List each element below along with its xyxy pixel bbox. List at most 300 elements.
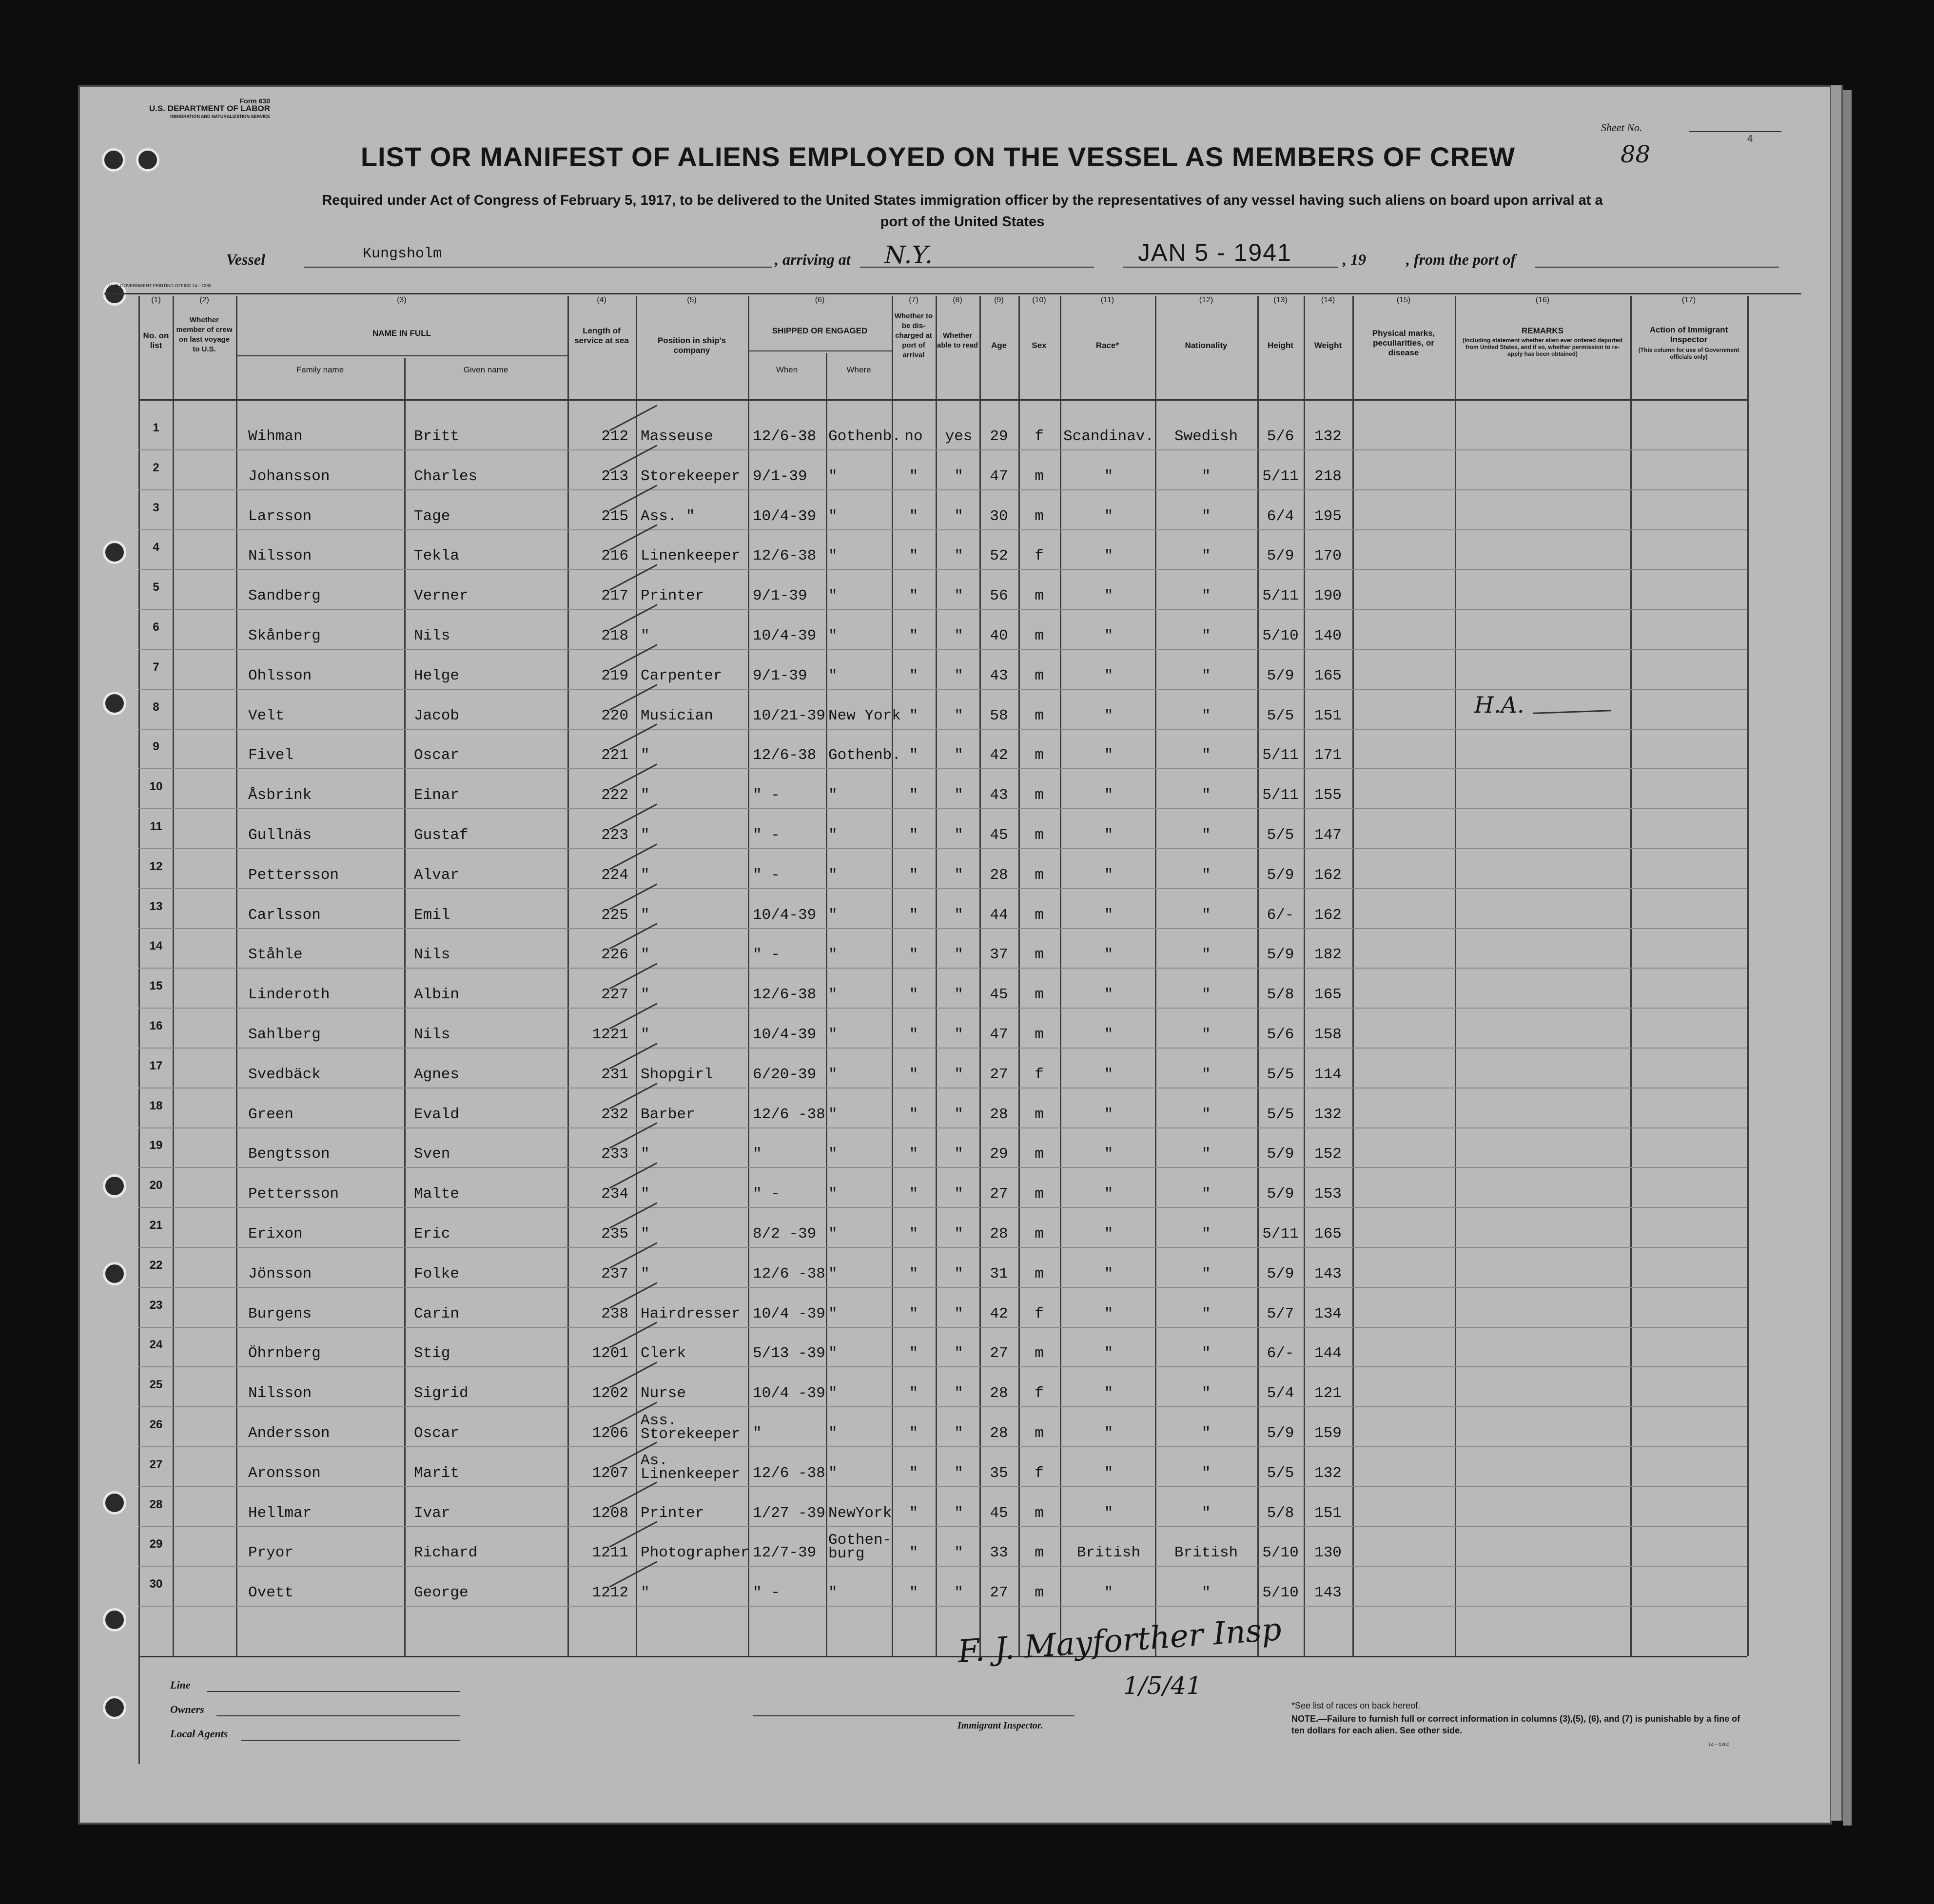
service-length: 1206: [592, 1425, 628, 1442]
given-name: Agnes: [414, 1066, 460, 1083]
col3-num: (3): [397, 296, 407, 304]
sex: f: [1035, 1066, 1044, 1083]
row-number: 12: [149, 859, 163, 873]
row-number: 16: [149, 1019, 163, 1032]
age: 33: [990, 1544, 1008, 1562]
weight: 162: [1314, 906, 1342, 924]
service-length: 222: [601, 787, 628, 804]
able-to-read: ": [954, 1066, 963, 1083]
race: ": [1104, 587, 1114, 605]
shipped-when: 12/6-38: [753, 428, 817, 445]
row-number: 18: [149, 1099, 163, 1112]
shipped-when: 10/4-39: [753, 627, 817, 644]
shipped-when: " -: [753, 946, 780, 964]
service-length: 238: [601, 1305, 628, 1322]
weight: 147: [1314, 827, 1342, 844]
shipped-when: " -: [753, 787, 780, 804]
race: ": [1104, 1146, 1114, 1163]
col-given-header: Given name: [463, 365, 508, 374]
given-name: Richard: [414, 1544, 478, 1562]
height: 5/5: [1267, 1106, 1294, 1123]
shipped-when: 5/13 -39: [753, 1345, 825, 1362]
discharged: ": [909, 866, 918, 884]
sex: f: [1035, 1464, 1044, 1482]
family-name: Pettersson: [248, 866, 339, 884]
given-name: Tage: [414, 507, 450, 525]
race: ": [1104, 986, 1114, 1004]
discharged: ": [909, 667, 918, 684]
discharged: ": [909, 1225, 918, 1243]
row-number: 27: [149, 1457, 163, 1471]
height: 5/11: [1262, 587, 1299, 605]
position: ": [641, 1584, 650, 1602]
position: Ass. Storekeeper: [641, 1412, 741, 1443]
able-to-read: ": [954, 1504, 963, 1522]
col-age-header: Age: [991, 341, 1007, 350]
col-remarks-note: (Including statement whether alien ever ordered deported from United States, and if so, whether permission to re-apply has been obtained): [1462, 337, 1623, 357]
shipped-when: " -: [753, 827, 780, 844]
nationality: ": [1201, 906, 1211, 924]
shipped-when: ": [753, 1146, 762, 1163]
position: ": [641, 627, 650, 644]
age: 42: [990, 747, 1008, 764]
family-name: Svedbäck: [248, 1066, 321, 1083]
row-number: 20: [149, 1179, 163, 1192]
sex: f: [1035, 547, 1044, 565]
family-name: Jönsson: [248, 1265, 312, 1282]
service-length: 1201: [592, 1345, 628, 1362]
row-number: 2: [153, 461, 159, 474]
age: 58: [990, 707, 1008, 724]
shipped-where: Gothenb.: [828, 747, 901, 764]
able-to-read: ": [954, 986, 963, 1004]
sex: m: [1035, 1544, 1044, 1562]
table-row: [80, 1089, 1830, 1129]
position: ": [641, 1185, 650, 1203]
shipped-where: ": [828, 787, 838, 804]
inspector-label: Immigrant Inspector.: [957, 1720, 1043, 1731]
service-length: 218: [601, 627, 628, 644]
nationality: ": [1201, 1026, 1211, 1043]
family-name: Ohlsson: [248, 667, 312, 684]
able-to-read: ": [954, 1385, 963, 1402]
shipped-when: 9/1-39: [753, 467, 807, 485]
able-to-read: ": [954, 946, 963, 964]
department: U.S. DEPARTMENT OF LABOR: [149, 104, 270, 113]
discharged: ": [909, 1544, 918, 1562]
race: ": [1104, 1385, 1114, 1402]
nationality: ": [1201, 1185, 1211, 1203]
nationality: ": [1201, 1504, 1211, 1522]
weight: 182: [1314, 946, 1342, 964]
col12-num: (12): [1199, 296, 1213, 304]
given-name: Oscar: [414, 1425, 460, 1442]
race: ": [1104, 627, 1114, 644]
races-note: *See list of races on back hereof.: [1291, 1701, 1421, 1710]
age: 44: [990, 906, 1008, 924]
nationality: ": [1201, 1225, 1211, 1243]
weight: 132: [1314, 1106, 1342, 1123]
col-service-header: Length of service at sea: [574, 326, 629, 345]
shipped-where: ": [828, 906, 838, 924]
position: ": [641, 787, 650, 804]
col-remarks-header: REMARKS: [1522, 326, 1563, 335]
nationality: ": [1201, 866, 1211, 884]
shipped-when: 12/6 -38: [753, 1106, 825, 1123]
family-name: Johansson: [248, 467, 330, 485]
race: ": [1104, 946, 1114, 964]
age: 56: [990, 587, 1008, 605]
shipped-when: 12/6-38: [753, 547, 817, 565]
height: 5/5: [1267, 1066, 1294, 1083]
table-row: [80, 890, 1830, 930]
age: 29: [990, 1146, 1008, 1163]
punch-hole: [103, 1696, 126, 1719]
table-row: [80, 1249, 1830, 1288]
subtitle-line-2: port of the United States: [880, 214, 1045, 230]
from-port-label: , from the port of: [1406, 251, 1516, 268]
family-name: Bengtsson: [248, 1146, 330, 1163]
shipped-where: New York: [828, 707, 901, 724]
position: ": [641, 747, 650, 764]
fine-note: NOTE.—Failure to furnish full or correct information in columns (3),(5), (6), and (7) is punishable by a fine of ten dollars for each alien. See other side.: [1291, 1714, 1740, 1735]
able-to-read: ": [954, 547, 963, 565]
col11-num: (11): [1100, 296, 1114, 304]
sex: m: [1035, 787, 1044, 804]
col16-num: (16): [1535, 296, 1550, 304]
weight: 190: [1314, 587, 1342, 605]
nationality: ": [1201, 1305, 1211, 1322]
col14-num: (14): [1321, 296, 1335, 304]
height: 5/6: [1267, 428, 1294, 445]
nationality: ": [1201, 1345, 1211, 1362]
col-race-header: Race*: [1095, 341, 1119, 350]
sheet-number: 4: [1747, 134, 1753, 144]
table-row: [80, 1209, 1830, 1248]
able-to-read: ": [954, 507, 963, 525]
height: 5/10: [1262, 627, 1299, 644]
weight: 114: [1314, 1066, 1342, 1083]
sex: m: [1035, 1146, 1044, 1163]
col15-num: (15): [1396, 296, 1411, 304]
age: 47: [990, 1026, 1008, 1043]
discharged: ": [909, 467, 918, 485]
age: 28: [990, 1385, 1008, 1402]
age: 28: [990, 1225, 1008, 1243]
agents-label: Local Agents: [170, 1728, 228, 1740]
nationality: ": [1201, 467, 1211, 485]
discharged: ": [909, 507, 918, 525]
sex: m: [1035, 707, 1044, 724]
table-row: [80, 1368, 1830, 1408]
col6-num: (6): [815, 296, 825, 304]
age: 45: [990, 827, 1008, 844]
height: 5/11: [1262, 467, 1299, 485]
shipped-where: ": [828, 1265, 838, 1282]
nationality: ": [1201, 946, 1211, 964]
age: 43: [990, 787, 1008, 804]
col8-num: (8): [953, 296, 962, 304]
sex: m: [1035, 587, 1044, 605]
service-length: 231: [601, 1066, 628, 1083]
shipped-when: 10/21-39: [753, 707, 825, 724]
position: ": [641, 986, 650, 1004]
race: ": [1104, 1584, 1114, 1602]
height: 5/6: [1267, 1026, 1294, 1043]
given-name: Jacob: [414, 707, 460, 724]
col9-num: (9): [994, 296, 1004, 304]
age: 28: [990, 866, 1008, 884]
given-name: Ivar: [414, 1504, 450, 1522]
check-mark: [609, 405, 658, 431]
vessel-label: Vessel: [226, 251, 265, 268]
nationality: ": [1201, 747, 1211, 764]
service-length: 216: [601, 547, 628, 565]
shipped-where: ": [828, 1464, 838, 1482]
height: 5/11: [1262, 787, 1299, 804]
family-name: Wihman: [248, 428, 303, 445]
shipped-where: ": [828, 1225, 838, 1243]
row-number: 7: [153, 660, 159, 674]
shipped-where: ": [828, 1185, 838, 1203]
weight: 152: [1314, 1146, 1342, 1163]
discharged: ": [909, 827, 918, 844]
nationality: ": [1201, 587, 1211, 605]
position: Musician: [641, 707, 713, 724]
race: ": [1104, 1464, 1114, 1482]
gpo-line: U. S. GOVERNMENT PRINTING OFFICE 14—1260: [109, 283, 212, 288]
discharged: ": [909, 1464, 918, 1482]
shipped-where: ": [828, 667, 838, 684]
year-label: , 19: [1343, 251, 1366, 268]
shipped-where: ": [828, 467, 838, 485]
weight: 130: [1314, 1544, 1342, 1562]
able-to-read: ": [954, 587, 963, 605]
able-to-read: ": [954, 627, 963, 644]
height: 5/11: [1262, 1225, 1299, 1243]
row-number: 10: [149, 780, 163, 794]
vessel-name: Kungsholm: [363, 246, 442, 262]
sex: f: [1035, 1385, 1044, 1402]
height: 5/8: [1267, 986, 1294, 1004]
nationality: ": [1201, 1584, 1211, 1602]
table-row: [80, 1129, 1830, 1168]
row-number: 25: [149, 1378, 163, 1392]
family-name: Aronsson: [248, 1464, 321, 1482]
weight: 165: [1314, 986, 1342, 1004]
service-length: 213: [601, 467, 628, 485]
shipped-where: ": [828, 946, 838, 964]
age: 37: [990, 946, 1008, 964]
position: Shopgirl: [641, 1066, 713, 1083]
weight: 195: [1314, 507, 1342, 525]
discharged: ": [909, 946, 918, 964]
row-number: 14: [149, 939, 163, 953]
able-to-read: ": [954, 906, 963, 924]
signature-date: 1/5/41: [1123, 1671, 1202, 1700]
discharged: ": [909, 1185, 918, 1203]
race: ": [1104, 906, 1114, 924]
race: ": [1104, 1225, 1114, 1243]
position: ": [641, 1225, 650, 1243]
age: 27: [990, 1066, 1008, 1083]
row-number: 30: [149, 1577, 163, 1591]
discharged: ": [909, 906, 918, 924]
punch-hole: [103, 1608, 126, 1632]
height: 5/10: [1262, 1584, 1299, 1602]
able-to-read: yes: [945, 428, 973, 445]
col-action-note: (This column for use of Government officials only): [1638, 347, 1739, 360]
family-name: Gullnäs: [248, 827, 312, 844]
family-name: Nilsson: [248, 1385, 312, 1402]
shipped-when: " -: [753, 1584, 780, 1602]
given-name: Evald: [414, 1106, 460, 1123]
height: 5/9: [1267, 547, 1294, 565]
family-name: Åsbrink: [248, 787, 312, 804]
able-to-read: ": [954, 747, 963, 764]
discharged: ": [909, 1305, 918, 1322]
sex: m: [1035, 906, 1044, 924]
given-name: Malte: [414, 1185, 460, 1203]
table-row: [80, 770, 1830, 810]
weight: 143: [1314, 1584, 1342, 1602]
col-weight-header: Weight: [1314, 341, 1342, 350]
col-name-header: NAME IN FULL: [372, 329, 431, 338]
shipped-when: 12/6-38: [753, 986, 817, 1004]
given-name: Alvar: [414, 866, 460, 884]
weight: 151: [1314, 707, 1342, 724]
discharged: ": [909, 547, 918, 565]
weight: 134: [1314, 1305, 1342, 1322]
table-row: [80, 1328, 1830, 1368]
table-row: [80, 810, 1830, 850]
position: Linenkeeper: [641, 547, 741, 565]
given-name: Tekla: [414, 547, 460, 565]
nationality: ": [1201, 707, 1211, 724]
race: ": [1104, 667, 1114, 684]
given-name: Sven: [414, 1146, 450, 1163]
given-name: Nils: [414, 627, 450, 644]
given-name: Carin: [414, 1305, 460, 1322]
position: ": [641, 946, 650, 964]
sex: m: [1035, 1504, 1044, 1522]
height: 5/10: [1262, 1544, 1299, 1562]
shipped-where: ": [828, 1345, 838, 1362]
race: ": [1104, 1305, 1114, 1322]
shipped-where: ": [828, 1305, 838, 1322]
service-length: 224: [601, 866, 628, 884]
discharged: ": [909, 1345, 918, 1362]
row-number: 22: [149, 1258, 163, 1272]
age: 28: [990, 1425, 1008, 1442]
able-to-read: ": [954, 827, 963, 844]
sex: m: [1035, 1185, 1044, 1203]
shipped-where: ": [828, 547, 838, 565]
table-row: [80, 930, 1830, 969]
page-title: LIST OR MANIFEST OF ALIENS EMPLOYED ON THE VESSEL AS MEMBERS OF CREW: [360, 141, 1516, 172]
position: ": [641, 906, 650, 924]
col-sex-header: Sex: [1032, 341, 1047, 350]
nationality: British: [1174, 1544, 1238, 1562]
discharged: ": [909, 1385, 918, 1402]
service-length: 215: [601, 507, 628, 525]
row-number: 13: [149, 899, 163, 913]
nationality: ": [1201, 1265, 1211, 1282]
able-to-read: ": [954, 1345, 963, 1362]
weight: 158: [1314, 1026, 1342, 1043]
height: 5/11: [1262, 747, 1299, 764]
sex: m: [1035, 1265, 1044, 1282]
shipped-when: 10/4-39: [753, 906, 817, 924]
row-number: 3: [153, 501, 159, 514]
sex: f: [1035, 1305, 1044, 1322]
position: Hairdresser: [641, 1305, 741, 1322]
table-row: [80, 850, 1830, 890]
row-number: 1: [153, 421, 159, 434]
height: 6/-: [1267, 1345, 1294, 1362]
race: ": [1104, 1185, 1114, 1203]
race: ": [1104, 866, 1114, 884]
discharged: ": [909, 1265, 918, 1282]
shipped-when: 12/6 -38: [753, 1265, 825, 1282]
punch-hole: [102, 148, 125, 172]
row-number: 15: [149, 979, 163, 993]
race: ": [1104, 507, 1114, 525]
service-length: 237: [601, 1265, 628, 1282]
able-to-read: ": [954, 467, 963, 485]
age: 29: [990, 428, 1008, 445]
height: 5/9: [1267, 946, 1294, 964]
age: 30: [990, 507, 1008, 525]
nationality: ": [1201, 1425, 1211, 1442]
table-row: [80, 571, 1830, 610]
table-row: [80, 651, 1830, 690]
nationality: ": [1201, 986, 1211, 1004]
subtitle: [173, 190, 1752, 233]
table-row: [80, 1448, 1830, 1488]
age: 27: [990, 1345, 1008, 1362]
race: ": [1104, 1504, 1114, 1522]
inspector-signature: F. J. Mayforther Insp: [957, 1611, 1283, 1671]
age: 40: [990, 627, 1008, 644]
age: 31: [990, 1265, 1008, 1282]
service-length: 235: [601, 1225, 628, 1243]
col-read-header: Whether able to read: [937, 331, 978, 350]
weight: 170: [1314, 547, 1342, 565]
nationality: ": [1201, 507, 1211, 525]
position: Barber: [641, 1106, 695, 1123]
sex: m: [1035, 747, 1044, 764]
height: 6/4: [1267, 507, 1294, 525]
shipped-where: ": [828, 866, 838, 884]
given-name: Gustaf: [414, 827, 469, 844]
sex: m: [1035, 507, 1044, 525]
service-length: 219: [601, 667, 628, 684]
sex: f: [1035, 428, 1044, 445]
height: 5/9: [1267, 866, 1294, 884]
line-label: Line: [170, 1679, 191, 1691]
subtitle-line-1: Required under Act of Congress of February 5, 1917, to be delivered to the United States immigration officer by the representatives of any vessel having such aliens on board upon arrival at a: [322, 193, 1603, 208]
race: ": [1104, 747, 1114, 764]
family-name: Erixon: [248, 1225, 303, 1243]
service-name: IMMIGRATION AND NATURALIZATION SERVICE: [170, 114, 270, 119]
height: 5/5: [1267, 707, 1294, 724]
shipped-when: 9/1-39: [753, 667, 807, 684]
shipped-when: 9/1-39: [753, 587, 807, 605]
service-length: 1208: [592, 1504, 628, 1522]
nationality: ": [1201, 1106, 1211, 1123]
weight: 162: [1314, 866, 1342, 884]
